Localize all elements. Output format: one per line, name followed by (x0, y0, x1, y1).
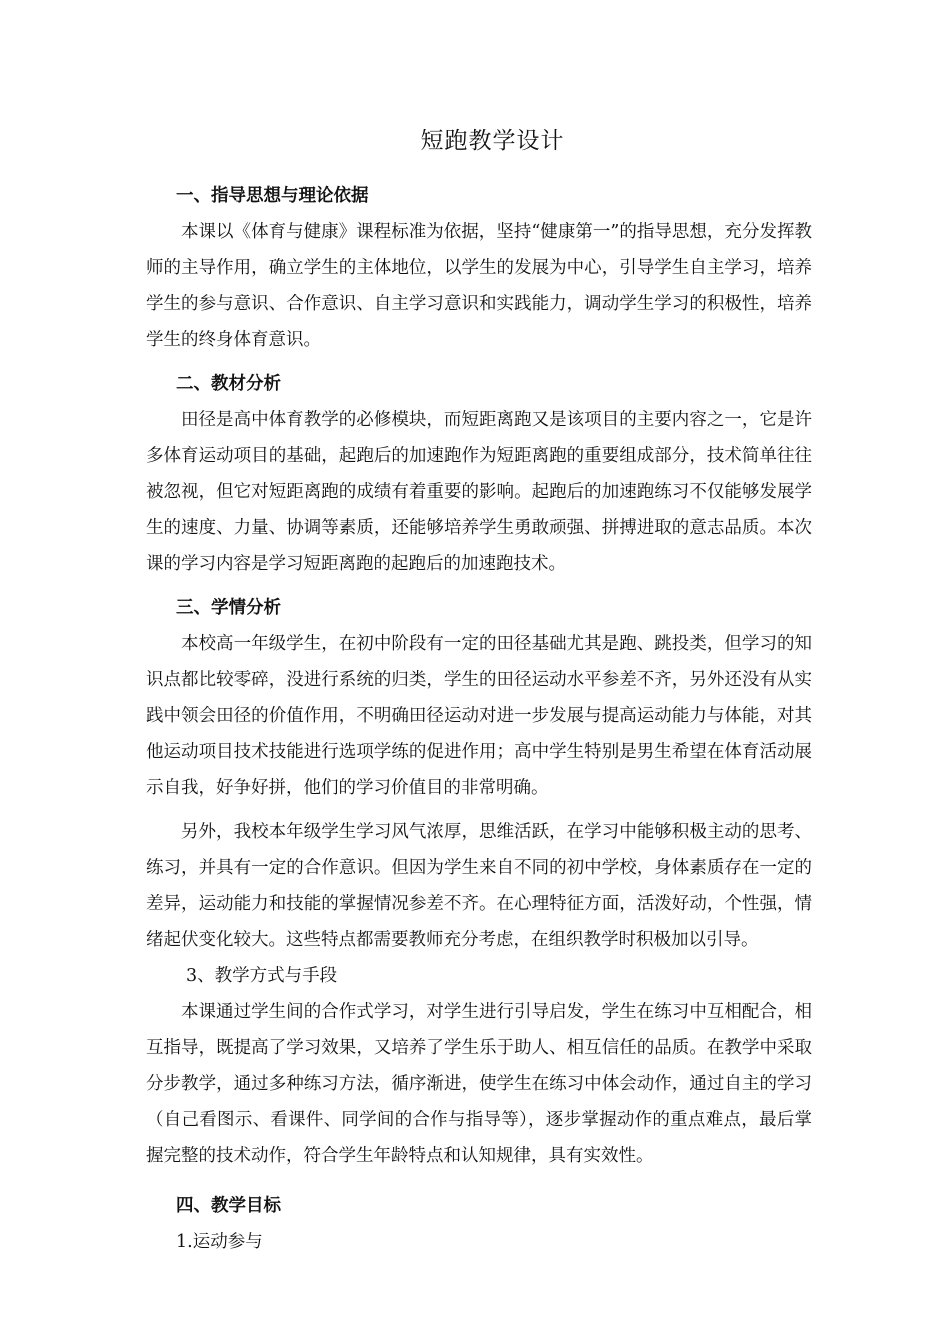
subsection-heading-teaching-methods: 3、教学方式与手段 (186, 966, 338, 986)
section-paragraph: 本校高一年级学生，在初中阶段有一定的田径基础尤其是跑、跳投类，但学习的知识点都比较零碎，没进行系统的归类，学生的田径运动水平参差不齐，另外还没有从实践中领会田径的价值作用，不明确田径运动对进一步发展与提高运动能力与体能，对其他运动项目技术技能进行选项学练的促进作用；高中学生特别是男生希望在体育活动展示自我，好争好拼，他们的学习价值目的非常明确。 (146, 634, 812, 798)
objective-item: 1.运动参与 (176, 1232, 263, 1252)
section-heading-guiding-ideology: 一、指导思想与理论依据 (176, 186, 369, 206)
document-body (146, 178, 812, 1260)
section-heading-learner-analysis: 三、学情分析 (176, 598, 281, 618)
section-paragraph: 田径是高中体育教学的必修模块，而短距离跑又是该项目的主要内容之一，它是许多体育运动项目的基础，起跑后的加速跑作为短距离跑的重要组成部分，技术简单往往被忽视，但它对短距离跑的成绩有着重要的影响。起跑后的加速跑练习不仅能够发展学生的速度、力量、协调等素质，还能够培养学生勇敢顽强、拼搏进取的意志品质。本次课的学习内容是学习短距离跑的起跑后的加速跑技术。 (146, 410, 812, 574)
section-heading-teaching-objectives: 四、教学目标 (176, 1196, 281, 1216)
section-paragraph: 本课通过学生间的合作式学习，对学生进行引导启发，学生在练习中互相配合，相互指导，既提高了学习效果，又培养了学生乐于助人、相互信任的品质。在教学中采取分步教学，通过多种练习方法，循序渐进，使学生在练习中体会动作，通过自主的学习（自己看图示、看课件、同学间的合作与指导等），逐步掌握动作的重点难点，最后掌握完整的技术动作，符合学生年龄特点和认知规律，具有实效性。 (146, 1002, 812, 1166)
section-paragraph: 本课以《体育与健康》课程标准为依据，坚持“健康第一”的指导思想，充分发挥教师的主导作用，确立学生的主体地位，以学生的发展为中心，引导学生自主学习，培养学生的参与意识、合作意识、自主学习意识和实践能力，调动学生学习的积极性，培养学生的终身体育意识。 (146, 222, 812, 350)
section-heading-material-analysis: 二、教材分析 (176, 374, 281, 394)
document-title: 短跑教学设计 (420, 128, 565, 154)
section-paragraph: 另外，我校本年级学生学习风气浓厚，思维活跃，在学习中能够积极主动的思考、练习，并具有一定的合作意识。但因为学生来自不同的初中学校，身体素质存在一定的差异，运动能力和技能的掌握情况参差不齐。在心理特征方面，活泼好动，个性强，情绪起伏变化较大。这些特点都需要教师充分考虑，在组织教学时积极加以引导。 (146, 822, 812, 950)
